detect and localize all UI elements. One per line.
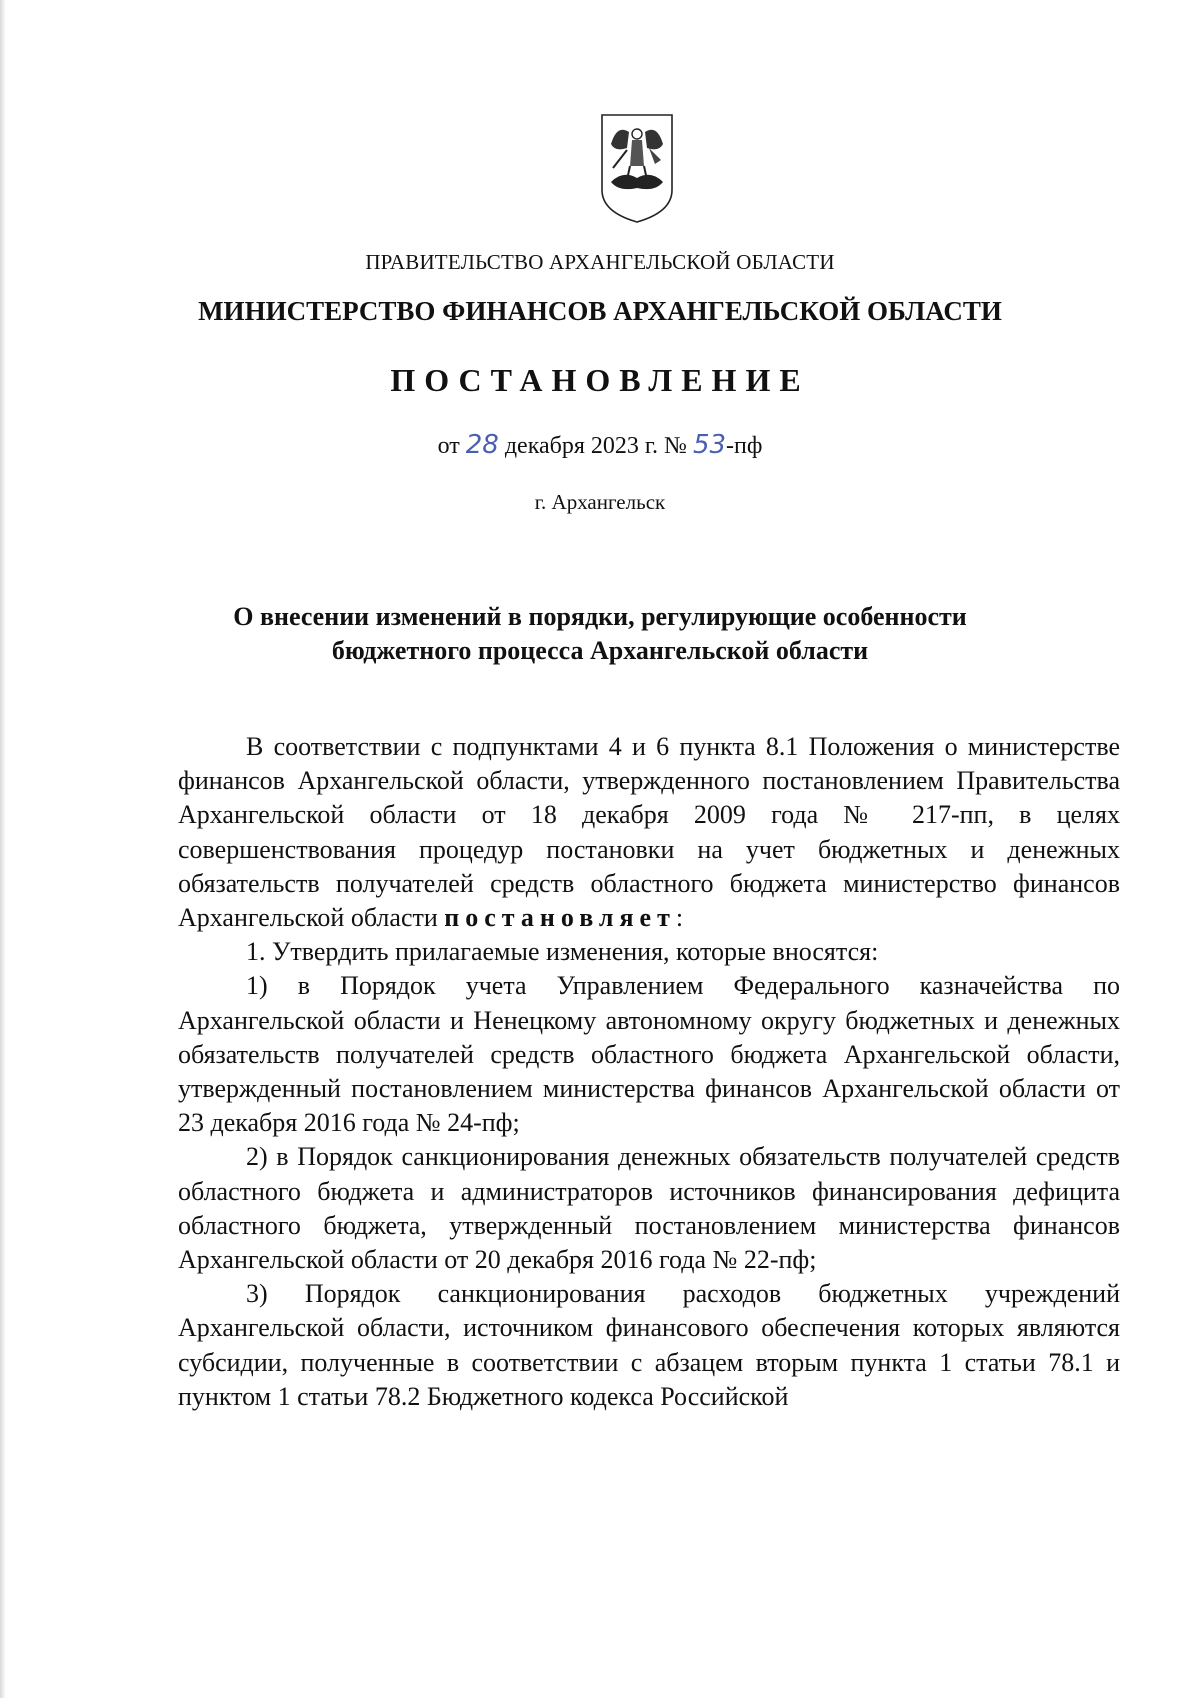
city: г. Архангельск (534, 490, 666, 514)
date-rest: декабря 2023 г. № (504, 433, 687, 459)
document-body (178, 730, 1120, 1414)
date-day-handwritten: 28 (465, 430, 499, 460)
resolves-colon: : (675, 903, 684, 933)
preamble-paragraph (178, 730, 1120, 935)
item-1: 1. Утвердить прилагаемые изменения, которые вносятся: (246, 937, 879, 967)
title-line-2: бюджетного процесса Архангельской области (331, 636, 869, 665)
document-title (0, 600, 1200, 668)
preamble-text: В соответствии с подпунктами 4 и 6 пункта 8.1 Положения о министерстве финансов Архангельской области, утвержденного постановлением Правительства Архангельской области от 18 декабря 2009 года № 217-пп, в целях совершенствования процедур постановки на учет бюджетных и денежных обязательств получателей средств областного бюджета министерство финансов Архангельской области (178, 732, 1120, 933)
item-1-1: 1) в Порядок учета Управлением Федерального казначейства по Архангельской области и Ненецкому автономному округу бюджетных и денежных обязательств получателей средств областного бюджета Архангельской области, утвержденный постановлением министерства финансов Архангельской области от 23 декабря 2016 года № 24-пф; (178, 971, 1120, 1138)
title-line-1: О внесении изменений в порядки, регулирующие особенности (233, 602, 967, 631)
date-prefix: от (437, 433, 460, 459)
document-type: ПОСТАНОВЛЕНИЕ (390, 362, 810, 398)
item-1-2: 2) в Порядок санкционирования денежных обязательств получателей средств областного бюджета и администраторов источников финансирования дефицита областного бюджета, утвержденный постановлением министерства финансов Архангельской области от 20 декабря 2016 года № 22-пф; (178, 1142, 1120, 1275)
ministry-name: МИНИСТЕРСТВО ФИНАНСОВ АРХАНГЕЛЬСКОЙ ОБЛАСТИ (198, 296, 1002, 326)
document-number-handwritten: 53 (692, 430, 727, 460)
resolves-keyword: постановляет (444, 903, 676, 933)
number-suffix: -пф (726, 433, 763, 459)
archangel-coat-of-arms-icon (599, 112, 675, 224)
date-number-line (0, 430, 1200, 460)
item-1-3: 3) Порядок санкционирования расходов бюджетных учреждений Архангельской области, источником финансового обеспечения которых являются субсидии, полученные в соответствии с абзацем вторым пункта 1 статьи 78.1 и пунктом 1 статьи 78.2 Бюджетного кодекса Российской (178, 1279, 1120, 1411)
government-name: ПРАВИТЕЛЬСТВО АРХАНГЕЛЬСКОЙ ОБЛАСТИ (365, 250, 835, 274)
